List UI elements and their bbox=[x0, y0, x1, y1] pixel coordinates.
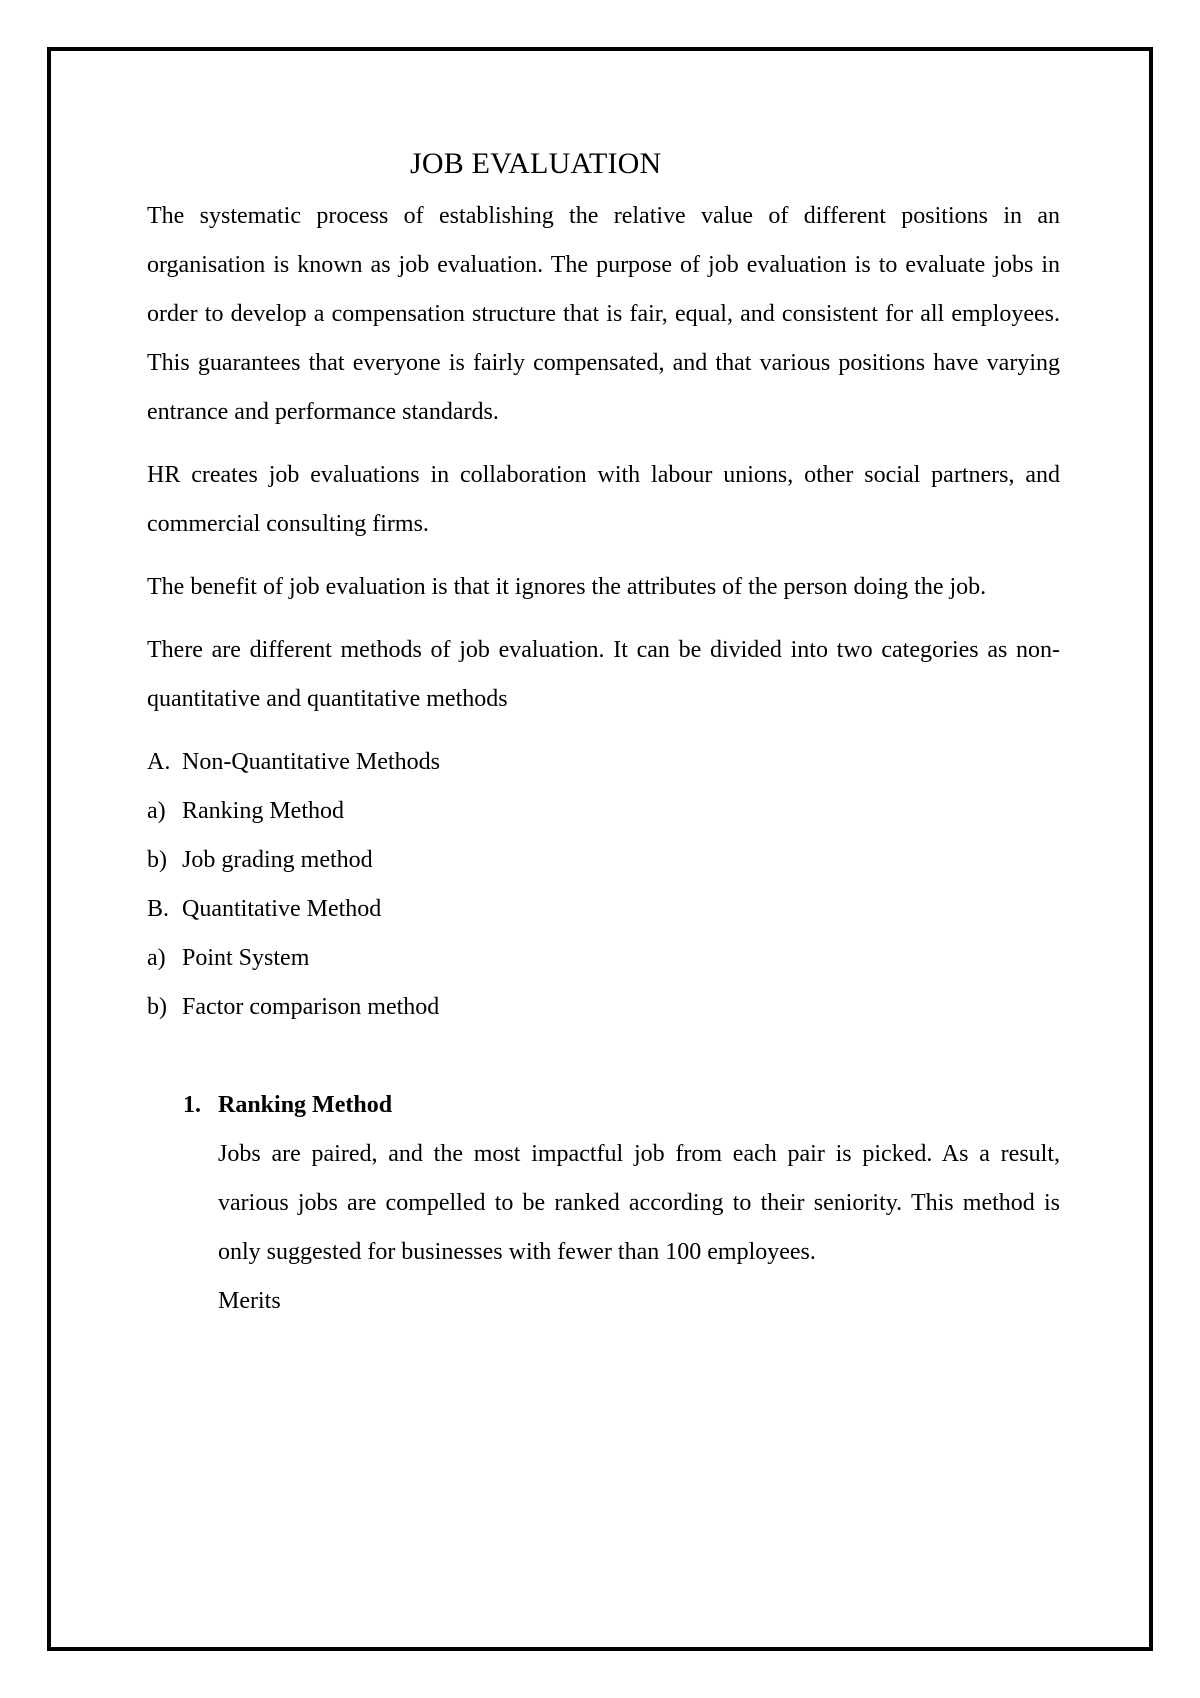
outline-label: Factor comparison method bbox=[182, 994, 440, 1020]
section-number: 1. bbox=[183, 1092, 201, 1118]
section-ranking-method bbox=[147, 1081, 1060, 1326]
outline-item bbox=[147, 738, 1060, 787]
outline-label: Point System bbox=[182, 945, 310, 971]
outline-marker: A. bbox=[147, 749, 171, 775]
outline-subitem bbox=[147, 836, 1060, 885]
paragraph-benefit: The benefit of job evaluation is that it ignores the attributes of the person doing the job. bbox=[147, 574, 987, 600]
section-title: Ranking Method bbox=[218, 1092, 393, 1118]
paragraph-methods: There are different methods of job evaluation. It can be divided into two categories as non-quantitative and quantitative methods bbox=[147, 637, 1060, 712]
outline-item bbox=[147, 885, 1060, 934]
section-heading bbox=[183, 1081, 1060, 1130]
paragraph-definition: The systematic process of establishing the relative value of different positions in an organisation is known as job evaluation. The purpose of job evaluation is to evaluate jobs in order to develop a compensation structure that is fair, equal, and consistent for all employees. This guarantees that everyone is fairly compensated, and that various positions have varying entrance and performance standards. bbox=[147, 203, 1060, 425]
section-body: Jobs are paired, and the most impactful job from each pair is picked. As a result, various jobs are compelled to be ranked according to their seniority. This method is only suggested for businesses with fewer than 100 employees. bbox=[218, 1141, 1060, 1265]
outline-marker: a) bbox=[147, 945, 166, 971]
outline-marker: a) bbox=[147, 798, 166, 824]
section-subheading: Merits bbox=[218, 1288, 281, 1314]
outline-subitem bbox=[147, 983, 1060, 1032]
outline-subitem bbox=[147, 787, 1060, 836]
document-title: JOB EVALUATION bbox=[410, 147, 662, 180]
outline-marker: B. bbox=[147, 896, 170, 922]
methods-outline bbox=[147, 738, 1060, 1032]
outline-label: Ranking Method bbox=[182, 798, 344, 824]
paragraph-hr: HR creates job evaluations in collaboration with labour unions, other social partners, and commercial consulting firms. bbox=[147, 462, 1060, 537]
outline-subitem bbox=[147, 934, 1060, 983]
outline-marker: b) bbox=[147, 994, 167, 1020]
outline-label: Quantitative Method bbox=[182, 896, 382, 922]
outline-label: Non-Quantitative Methods bbox=[182, 749, 440, 775]
outline-label: Job grading method bbox=[182, 847, 373, 873]
outline-marker: b) bbox=[147, 847, 167, 873]
document-content bbox=[147, 142, 1060, 1326]
